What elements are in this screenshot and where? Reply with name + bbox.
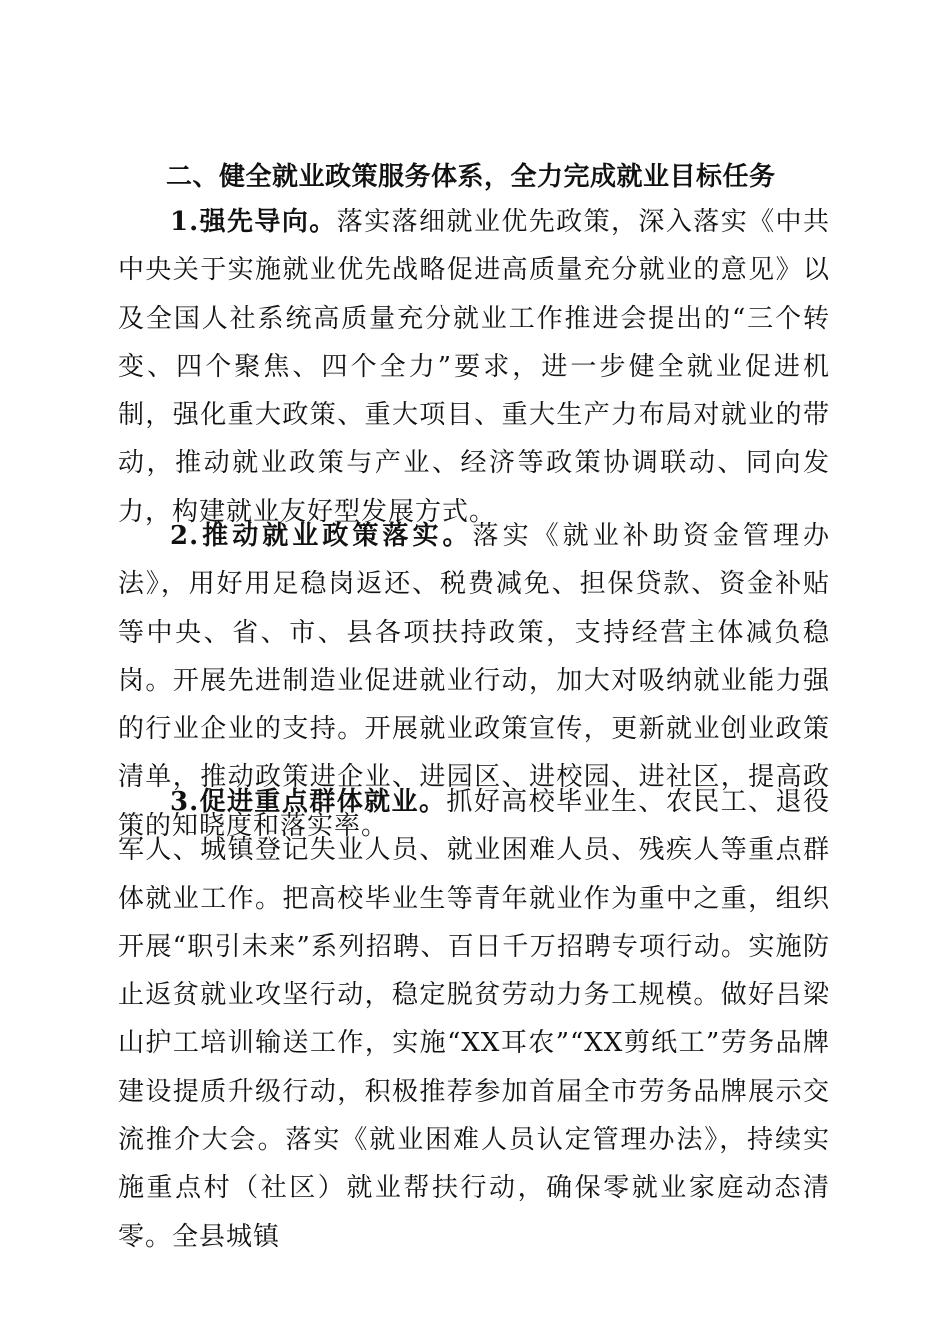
paragraph-1-lead: 1.强先导向。: [170, 207, 337, 237]
paragraph-1: [118, 198, 830, 536]
paragraph-2-lead: 2.推动就业政策落实。: [170, 521, 473, 551]
paragraph-2-body: 落实《就业补助资金管理办法》，用好用足稳岗返还、税费减免、担保贷款、资金补贴等中央、省、市、县各项扶持政策，支持经营主体减负稳岗。开展先进制造业促进就业行动，加大对吸纳就业能力强的行业企业的支持。开展就业政策宣传，更新就业创业政策清单，推动政策进企业、进园区、进校园、进社区，提高政策的知晓度和落实率。: [118, 521, 830, 841]
section-heading: 二、健全就业政策服务体系，全力完成就业目标任务: [166, 162, 776, 192]
paragraph-3: [118, 778, 830, 1261]
paragraph-3-body: 抓好高校毕业生、农民工、退役军人、城镇登记失业人员、就业困难人员、残疾人等重点群体就业工作。把高校毕业生等青年就业作为重中之重，组织开展“职引未来”系列招聘、百日千万招聘专项行动。实施防止返贫就业攻坚行动，稳定脱贫劳动力务工规模。做好吕梁山护工培训输送工作，实施“XX耳农”“XX剪纸工”劳务品牌建设提质升级行动，积极推荐参加首届全市劳务品牌展示交流推介大会。落实《就业困难人员认定管理办法》，持续实施重点村（社区）就业帮扶行动，确保零就业家庭动态清零。全县城镇: [118, 787, 830, 1252]
paragraph-1-body: 落实落细就业优先政策，深入落实《中共中央关于实施就业优先战略促进高质量充分就业的意见》以及全国人社系统高质量充分就业工作推进会提出的“三个转变、四个聚焦、四个全力”要求，进一步健全就业促进机制，强化重大政策、重大项目、重大生产力布局对就业的带动，推动就业政策与产业、经济等政策协调联动、同向发力，构建就业友好型发展方式。: [118, 207, 830, 527]
paragraph-3-lead: 3.促进重点群体就业。: [170, 787, 447, 817]
